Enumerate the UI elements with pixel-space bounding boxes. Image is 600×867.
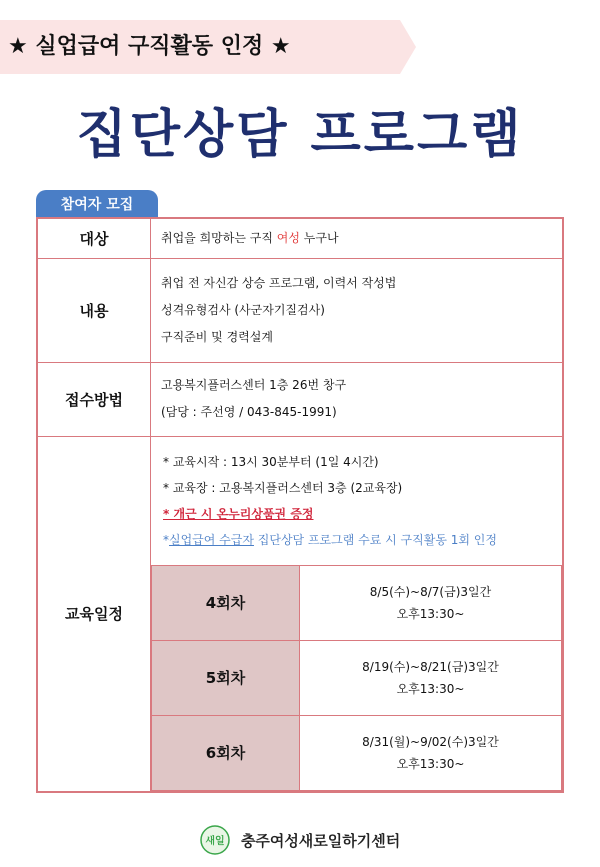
- apply-cell: [151, 362, 564, 436]
- session-dates: [300, 640, 562, 715]
- content-cell: [151, 258, 564, 362]
- session-name: 6회차: [152, 715, 300, 790]
- content-line: 성격유형검사 (사군자기질검사): [161, 302, 325, 317]
- recognition-prefix: *: [163, 532, 169, 547]
- page-title: 집단상담 프로그램: [76, 105, 524, 165]
- saeil-logo-icon: [200, 825, 230, 855]
- footer: [0, 825, 600, 865]
- recruit-tab: 참여자 모집: [36, 190, 158, 218]
- banner-text: ★ 실업급여 구직활동 인정 ★: [8, 34, 291, 59]
- content-label: 내용: [37, 258, 151, 362]
- target-text: 취업을 희망하는 구직: [161, 230, 277, 245]
- apply-label: 접수방법: [37, 362, 151, 436]
- target-text-after: 누구나: [299, 230, 339, 245]
- schedule-notes: [151, 437, 562, 565]
- session-date-range: 8/19(수)~8/21(금)3일간: [362, 659, 499, 674]
- attendance-note: * 개근 시 온누리상품권 증정: [163, 506, 314, 521]
- session-dates: [300, 565, 562, 640]
- session-name: 4회차: [152, 565, 300, 640]
- logo-text: 새일: [205, 836, 225, 847]
- session-date-range: 8/31(월)~9/02(수)3일간: [362, 734, 499, 749]
- target-content: [151, 218, 564, 258]
- session-name: 5회차: [152, 640, 300, 715]
- org-name: 충주여성새로일하기센터: [240, 831, 401, 850]
- info-table: [36, 217, 564, 793]
- banner-tail: [400, 20, 416, 74]
- session-date-range: 8/5(수)~8/7(금)3일간: [369, 584, 492, 599]
- apply-line: (담당 : 주선영 / 043-845-1991): [161, 405, 337, 419]
- session-dates: [300, 715, 562, 790]
- note-line: * 교육장 : 고용복지플러스센터 3층 (2교육장): [163, 480, 403, 495]
- target-label: 대상: [37, 218, 151, 258]
- recognition-underlined: 실업급여 수급자: [169, 532, 254, 547]
- note-line: * 교육시작 : 13시 30분부터 (1일 4시간): [163, 454, 379, 469]
- session-time: 오후13:30~: [396, 606, 465, 621]
- session-time: 오후13:30~: [396, 756, 465, 771]
- session-time: 오후13:30~: [396, 681, 465, 696]
- content-line: 구직준비 및 경력설계: [161, 329, 273, 344]
- apply-line: 고용복지플러스센터 1층 26번 창구: [161, 378, 347, 392]
- recognition-rest: 집단상담 프로그램 수료 시 구직활동 1회 인정: [253, 532, 497, 547]
- target-highlight: 여성: [276, 230, 300, 245]
- recognition-note: [163, 527, 562, 553]
- content-line: 취업 전 자신감 상승 프로그램, 이력서 작성법: [161, 275, 397, 290]
- schedule-label: 교육일정: [37, 436, 151, 792]
- schedule-cell: [151, 436, 564, 792]
- session-table: [151, 565, 562, 791]
